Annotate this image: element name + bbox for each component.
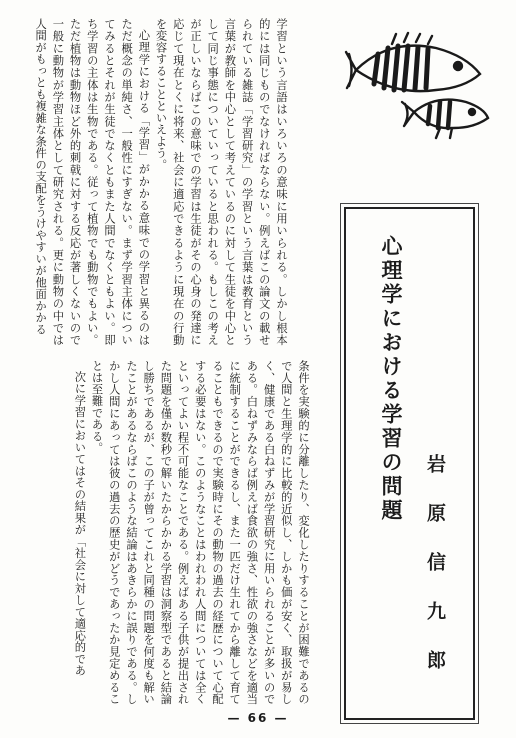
- paragraph-psychology-learning: 心理学における「学習」がかかる意味での学習と異るのはただ概念の単純さ、一般性にすぎない。まず学習主体についてみるとそれが生徒でなくともまた人間でなくともよい。即ち学習の主体は生物である。従って植物でも動物でもよい。ただ植物は動物ほど外的刺戟に対する反応が著しくないので一般に動物が学習主体として研究される。更に動物の中では人間がもっとも複雑な条件の支配をうけやすいが他面かかる: [34, 18, 151, 346]
- title-box: [344, 207, 475, 720]
- paragraph-rats: 条件を実験的に分離したり、変化したりすることが困難であるので人間と生理学的に比較的近似し、しかも価が安く、取扱が易しく、健康である白ねずみが学習研究に用いられることが多いのである。白ねずみならば例えば食欲の強さ、性欲の強さなどを適当に統制することができるし、また一匹だけ生れてから離して育てることもできるので実験時にその動物の過去の経歴について心配する必要はない。このようなことはわれわれ人間については全くといってよい程不可能なことである。例えばある子供が提出された問題を僅か数秒で解いたからかかる学習は洞察型であると結論し勝ちであるが、この子が曾ってこれと同種の問題を何度も解いたことがあるならばこのような結論はあきらかに誤りである。しかし人間にあっては彼の過去の歴史がどうであったか見定めることは至難である。: [90, 360, 310, 705]
- paragraph-intro: 学習という言語はいろいろの意味に用いられる。しかし根本的には同じものでなければならない。例えばこの論文の載せられている雑誌「学習研究」の学習という言葉は教育という言葉が教師を中心として考えているのに対して生徒を中心として同じ事態についていっていると思われる。もしこの考えが正しいならばこの意味での学習は生徒がその心身の発達に応じて現在とくに将来、社会に適応できるように現在の行動を変容することといえよう。: [154, 18, 288, 346]
- upper-text-block: [34, 18, 290, 346]
- author-name: 岩原信九郎: [424, 454, 446, 699]
- fish-illustration: [344, 30, 494, 142]
- lower-text-block: [22, 360, 312, 705]
- page-number: — 66 —: [227, 711, 289, 725]
- paragraph-next: 次に学習においてはその結果が「社会に対して適応的であ: [73, 371, 87, 677]
- article-title: 心理学における学習の問題: [379, 235, 403, 523]
